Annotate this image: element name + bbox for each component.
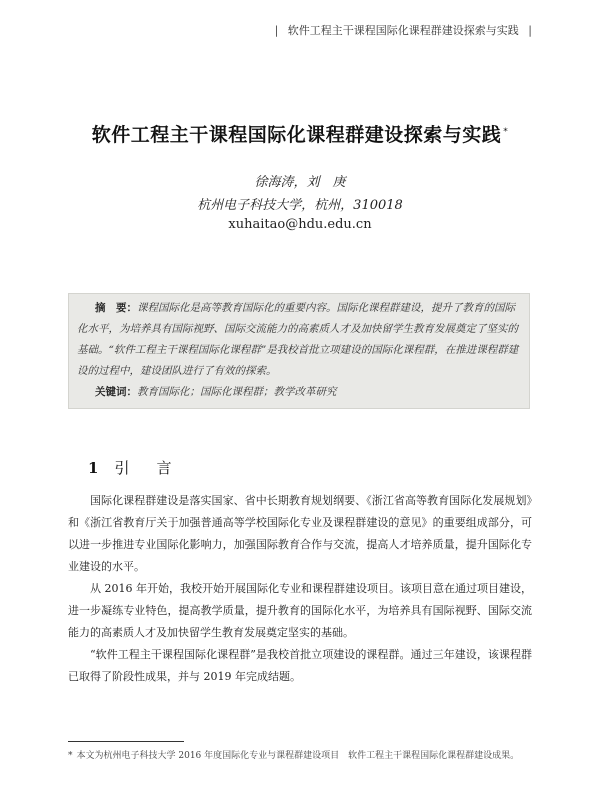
body-paragraph-3: “软件工程主干课程国际化课程群”是我校首批立项建设的课程群。通过三年建设，该课程群已取得了阶段性成果，并与 2019 年完成结题。 (68, 648, 532, 683)
article-email: xuhaitao@hdu.edu.cn (228, 217, 372, 232)
section-title: 引 言 (114, 459, 178, 477)
keywords-label: 关键词： (95, 386, 137, 398)
article-title-text: 软件工程主干课程国际化课程群建设探索与实践 (91, 124, 502, 146)
footnote-marker: * (68, 751, 73, 761)
abstract-box (68, 293, 530, 409)
running-title: 软件工程主干课程国际化课程群建设探索与实践 (287, 24, 519, 37)
abstract-paragraph (77, 298, 521, 382)
keywords-text: 教育国际化；国际化课程群；教学改革研究 (137, 386, 337, 398)
keywords-paragraph (77, 382, 521, 403)
article-title (0, 120, 600, 147)
body-paragraph-1: 国际化课程群建设是落实国家、省中长期教育规划纲要、《浙江省高等教育国际化发展规划》和《浙江省教育厅关于加强普通高等学校国际化专业及课程群建设的意见》的重要组成部分，可以进一步推进专业国际化影响力，加强国际教育合作与交流，提高人才培养质量，提升国际化专业建设的水平。 (68, 494, 532, 573)
title-footnote-mark: * (503, 126, 509, 137)
header-divider-right: | (528, 24, 532, 37)
abstract-label: 摘 要： (95, 302, 137, 314)
body-paragraph-2: 从 2016 年开始，我校开始开展国际化专业和课程群建设项目。该项目意在通过项目建设，进一步凝练专业特色，提高教学质量，提升教育的国际化水平，为培养具有国际视野、国际交流能力的高素质人才及加快留学生教育发展奠定坚实的基础。 (68, 582, 532, 639)
section-number: 1 (88, 459, 105, 477)
body-text (68, 490, 532, 688)
footnote (68, 748, 532, 764)
article-authors: 徐海涛，刘 庚 (254, 175, 346, 190)
section-heading (88, 457, 177, 478)
running-header (269, 22, 538, 38)
footnote-text: 本文为杭州电子科技大学 2016 年度国际化专业与课程群建设项目 软件工程主干课程国际化课程群建设成果。 (76, 751, 520, 761)
footnote-rule (68, 741, 184, 742)
article-affiliation: 杭州电子科技大学，杭州，310018 (197, 198, 403, 213)
abstract-text: 课程国际化是高等教育国际化的重要内容。国际化课程群建设，提升了教育的国际化水平，为培养具有国际视野、国际交流能力的高素质人才及加快留学生教育发展奠定了坚实的基础。“软件工程主干课程国际化课程群”是我校首批立项建设的国际化课程群，在推进课程群建设的过程中，建设团队进行了有效的探索。 (77, 302, 519, 377)
header-divider-left: | (274, 24, 279, 37)
